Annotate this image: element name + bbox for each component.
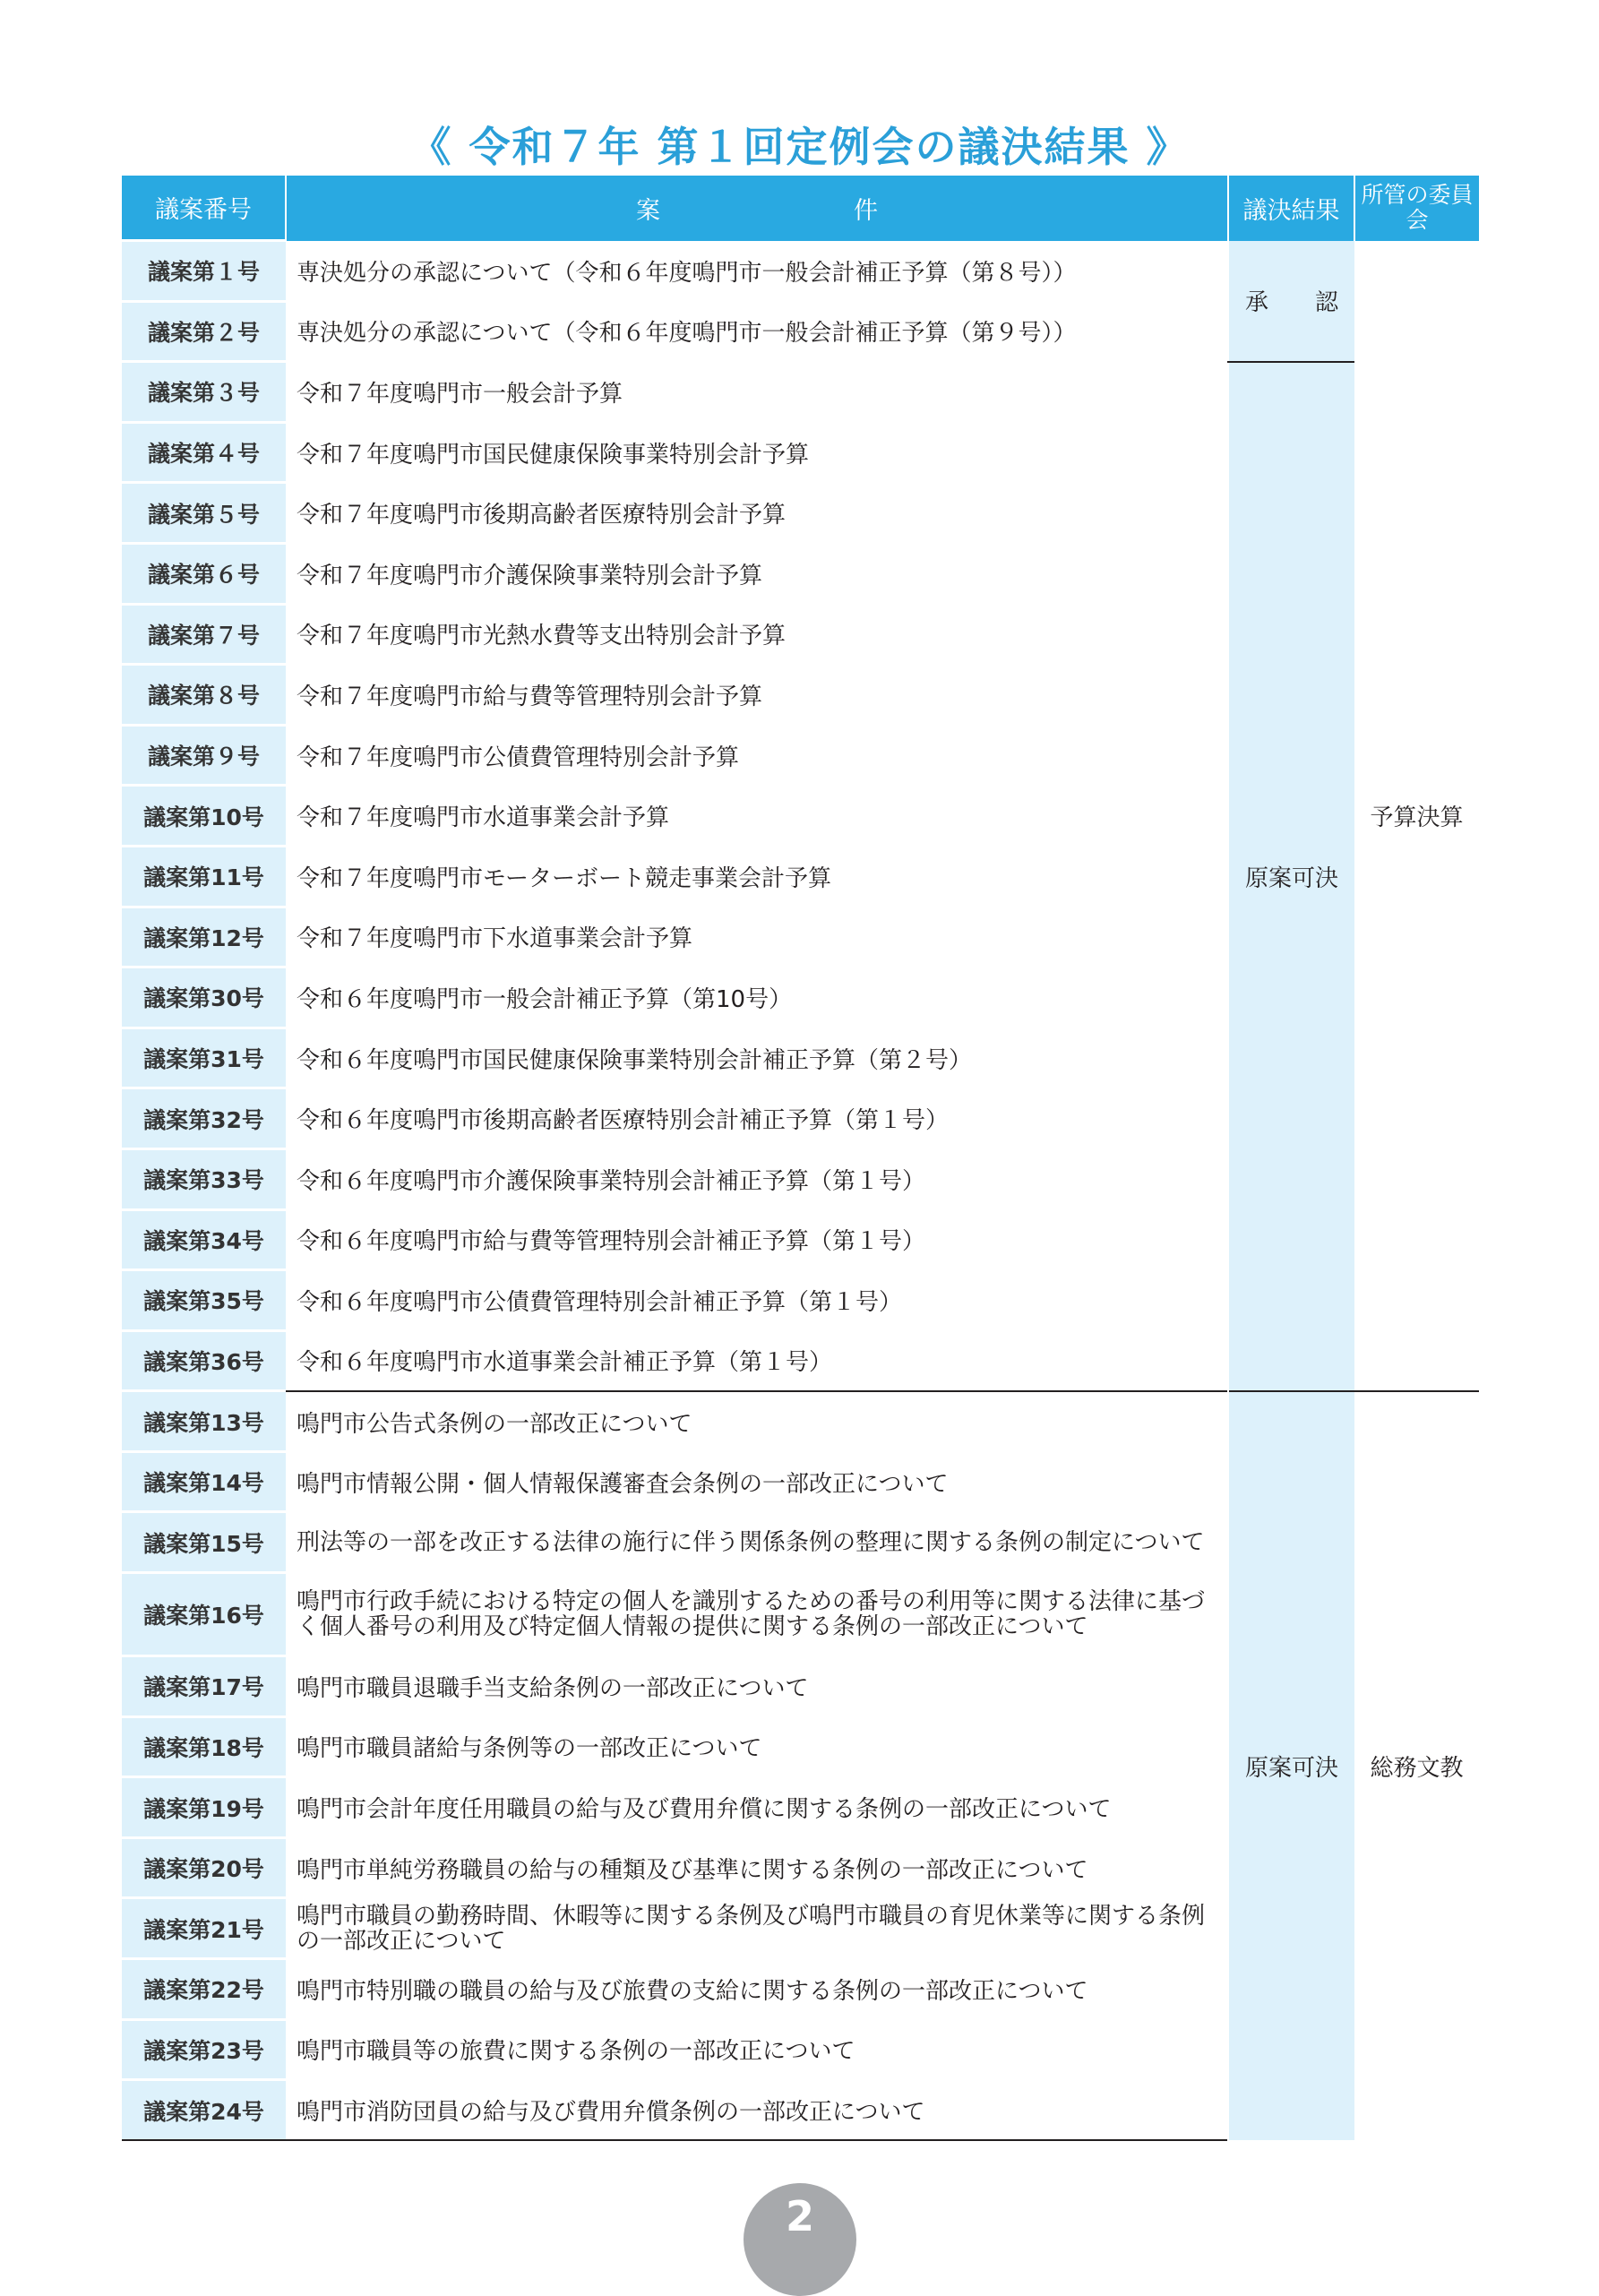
bill-subject: 令和７年度鳴門市光熱水費等支出特別会計予算 — [297, 623, 787, 650]
bill-subject: 鳴門市職員諸給与条例等の一部改正について — [297, 1735, 762, 1763]
bill-number: 議案第24号 — [122, 2080, 286, 2141]
bill-subject: 令和７年度鳴門市公債費管理特別会計予算 — [297, 744, 740, 771]
bill-number: 議案第４号 — [122, 422, 286, 483]
bill-subject: 令和６年度鳴門市給与費等管理特別会計補正予算（第１号） — [297, 1228, 926, 1256]
bill-number: 議案第33号 — [122, 1148, 286, 1209]
resolution-result: 原案可決 — [1228, 1391, 1354, 2141]
bill-subject: 令和６年度鳴門市一般会計補正予算（第10号） — [297, 985, 793, 1013]
resolution-result: 承 認 — [1228, 241, 1354, 362]
table-header-row — [122, 176, 1479, 241]
committee: 総務文教 — [1354, 1391, 1479, 2141]
bill-subject: 令和７年度鳴門市介護保険事業特別会計予算 — [297, 562, 763, 589]
bill-subject: 令和７年度鳴門市一般会計予算 — [297, 380, 623, 408]
bill-subject: 令和７年度鳴門市下水道事業会計予算 — [297, 925, 693, 953]
table-row — [122, 362, 1479, 423]
header-committee: 所管の委員会 — [1354, 176, 1479, 241]
bill-subject: 鳴門市公告式条例の一部改正について — [286, 1391, 1228, 1452]
bill-number: 議案第34号 — [122, 1209, 286, 1270]
bill-number: 議案第23号 — [122, 2019, 286, 2080]
bill-number: 議案第10号 — [122, 786, 286, 847]
bill-number: 議案第６号 — [122, 543, 286, 604]
bill-subject: 令和６年度鳴門市介護保険事業特別会計補正予算（第１号） — [297, 1167, 926, 1195]
bill-number: 議案第５号 — [122, 483, 286, 544]
table-body — [122, 241, 1479, 2141]
table-row — [122, 1391, 1479, 1452]
bill-number: 議案第９号 — [122, 725, 286, 786]
page-number: 2 — [785, 2192, 814, 2240]
bill-number: 議案第19号 — [122, 1777, 286, 1838]
table-row — [122, 241, 1479, 302]
bill-subject: 令和７年度鳴門市モーターボート競走事業会計予算 — [297, 864, 831, 892]
bill-number: 議案第１号 — [122, 241, 286, 302]
page-title: 《 令和７年 第１回定例会の議決結果 》 — [409, 123, 1190, 171]
bill-number: 議案第30号 — [122, 967, 286, 1028]
bill-subject: 刑法等の一部を改正する法律の施行に伴う関係条例の整理に関する条例の制定について — [297, 1528, 1205, 1556]
resolution-result: 原案可決 — [1228, 362, 1354, 1391]
bill-number: 議案第３号 — [122, 362, 286, 423]
bill-number: 議案第20号 — [122, 1837, 286, 1898]
bill-subject: 令和６年度鳴門市水道事業会計補正予算（第１号） — [297, 1348, 833, 1376]
bill-subject: 鳴門市情報公開・個人情報保護審査会条例の一部改正について — [297, 1470, 949, 1498]
bill-number: 議案第17号 — [122, 1656, 286, 1717]
bill-number: 議案第21号 — [122, 1898, 286, 1959]
bill-subject: 令和６年度鳴門市国民健康保険事業特別会計補正予算（第２号） — [297, 1046, 973, 1074]
bill-subject: 鳴門市職員の勤務時間、休暇等に関する条例及び鳴門市職員の育児休業等に関する条例の一部改正について — [297, 1902, 1206, 1955]
bill-subject: 令和６年度鳴門市公債費管理特別会計補正予算（第１号） — [297, 1288, 903, 1316]
bill-subject: 令和７年度鳴門市後期高齢者医療特別会計予算 — [297, 502, 787, 529]
bill-number: 議案第12号 — [122, 907, 286, 967]
bill-number: 議案第２号 — [122, 301, 286, 362]
bill-number: 議案第32号 — [122, 1088, 286, 1149]
bill-subject: 鳴門市特別職の職員の給与及び旅費の支給に関する条例の一部改正について — [297, 1977, 1088, 2005]
bill-number: 議案第13号 — [122, 1391, 286, 1452]
header-subject: 案 件 — [286, 176, 1228, 241]
bill-number: 議案第14号 — [122, 1451, 286, 1512]
bill-subject: 鳴門市会計年度任用職員の給与及び費用弁償に関する条例の一部改正について — [297, 1796, 1112, 1824]
bill-number: 議案第31号 — [122, 1028, 286, 1088]
bill-number: 議案第35号 — [122, 1270, 286, 1331]
header-result: 議決結果 — [1228, 176, 1354, 241]
bill-subject: 鳴門市行政手続における特定の個人を識別するための番号の利用等に関する法律に基づく個人番号の利用及び特定個人情報の提供に関する条例の一部改正について — [297, 1588, 1206, 1641]
bill-number: 議案第８号 — [122, 665, 286, 726]
header-bill-number: 議案番号 — [122, 176, 286, 241]
bill-subject: 令和７年度鳴門市給与費等管理特別会計予算 — [297, 683, 763, 710]
bill-subject: 令和６年度鳴門市後期高齢者医療特別会計補正予算（第１号） — [297, 1107, 950, 1135]
bill-number: 議案第７号 — [122, 604, 286, 665]
bill-subject: 令和７年度鳴門市国民健康保険事業特別会計予算 — [297, 441, 810, 469]
bill-number: 議案第15号 — [122, 1512, 286, 1573]
resolution-table — [122, 176, 1479, 2141]
bill-number: 議案第22号 — [122, 1959, 286, 2020]
bill-subject: 鳴門市職員等の旅費に関する条例の一部改正について — [297, 2038, 855, 2066]
committee: 予算決算 — [1370, 804, 1464, 831]
bill-subject: 専決処分の承認について（令和６年度鳴門市一般会計補正予算（第９号）） — [297, 320, 1077, 348]
bill-subject: 鳴門市単純労務職員の給与の種類及び基準に関する条例の一部改正について — [297, 1856, 1088, 1884]
bill-number: 議案第16号 — [122, 1573, 286, 1656]
bill-number: 議案第11号 — [122, 846, 286, 907]
bill-number: 議案第18号 — [122, 1716, 286, 1777]
page-number-badge — [744, 2183, 856, 2296]
bill-subject: 専決処分の承認について（令和６年度鳴門市一般会計補正予算（第８号）） — [297, 259, 1077, 287]
bill-subject: 鳴門市消防団員の給与及び費用弁償条例の一部改正について — [286, 2080, 1228, 2141]
bill-subject: 鳴門市職員退職手当支給条例の一部改正について — [297, 1674, 809, 1702]
bill-subject: 令和７年度鳴門市水道事業会計予算 — [297, 804, 670, 832]
bill-number: 議案第36号 — [122, 1330, 286, 1391]
